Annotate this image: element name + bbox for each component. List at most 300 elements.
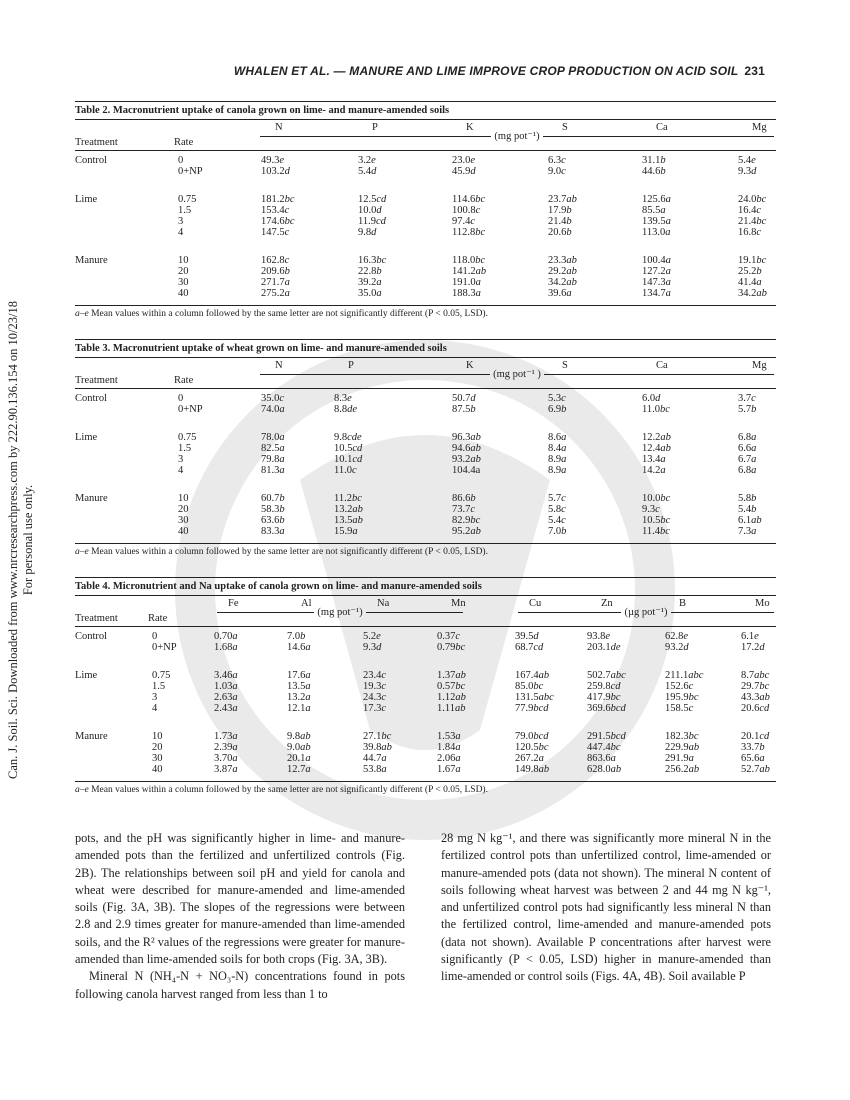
cell-number: 152.6 — [665, 681, 689, 692]
cell-value — [261, 515, 285, 526]
cell-number: 3.2 — [358, 155, 372, 166]
table-row — [75, 742, 776, 753]
header-mg: Mg — [752, 122, 767, 133]
cell-value — [437, 642, 465, 653]
cell-number: 77.9 — [515, 703, 534, 714]
cell-letter: c — [561, 515, 566, 526]
cell-value — [587, 692, 621, 703]
cell-value — [515, 764, 549, 775]
cell-number: 39.8 — [363, 742, 382, 753]
cell-number: 6.8 — [738, 432, 752, 443]
cell-number: 20.6 — [741, 703, 760, 714]
cell-number: 188.3 — [452, 288, 476, 299]
cell-letter: e — [605, 631, 611, 642]
rate-value: 0.75 — [152, 670, 171, 681]
cell-number: 29.7 — [741, 681, 760, 692]
header-n: N — [275, 122, 283, 133]
cell-letter: ab — [538, 764, 550, 775]
rate-value: 30 — [178, 515, 189, 526]
cell-value — [363, 764, 387, 775]
cell-letter: bc — [533, 681, 544, 692]
header-k: K — [466, 360, 474, 371]
cell-letter: a — [305, 703, 311, 714]
cell-letter: bc — [475, 194, 486, 205]
cell-letter: cd — [610, 681, 621, 692]
cell-letter: a — [665, 255, 671, 266]
table-row — [75, 515, 776, 526]
cell-letter: a — [688, 753, 694, 764]
cell-number: 256.2 — [665, 764, 689, 775]
cell-letter: a — [279, 432, 285, 443]
cell-number: 11.2 — [334, 493, 352, 504]
cell-letter: a — [660, 205, 666, 216]
cell-letter: ab — [751, 515, 762, 526]
cell-number: 118.0 — [452, 255, 476, 266]
rate-value: 0+NP — [178, 166, 203, 177]
cell-number: 9.3 — [738, 166, 752, 177]
cell-value — [214, 631, 238, 642]
rate-value: 20 — [178, 266, 189, 277]
cell-letter: b — [284, 266, 290, 277]
cell-letter: b — [376, 266, 382, 277]
cell-number: 39.6 — [548, 288, 567, 299]
body-text-left-column — [75, 830, 405, 1003]
cell-letter: a — [279, 404, 285, 415]
header-rate: Rate — [174, 375, 194, 386]
cell-value — [437, 692, 466, 703]
cell-letter: c — [381, 692, 387, 703]
cell-letter: c — [561, 393, 566, 404]
cell-letter: a — [381, 753, 387, 764]
cell-letter: ab — [470, 526, 481, 537]
cell-value — [738, 205, 761, 216]
unit-text: (µg pot⁻¹) — [624, 607, 668, 618]
cell-letter: ab — [470, 454, 481, 465]
cell-letter: bcd — [610, 731, 626, 742]
cell-letter: a — [455, 764, 461, 775]
cell-value — [437, 764, 461, 775]
table-row — [75, 670, 776, 681]
cell-letter: a — [665, 266, 671, 277]
cell-value — [738, 227, 761, 238]
header-mg: Mg — [752, 360, 767, 371]
cell-value — [261, 277, 290, 288]
cell-letter: a — [665, 277, 671, 288]
cell-value — [452, 205, 480, 216]
cell-value — [287, 753, 311, 764]
cell-value — [642, 393, 660, 404]
cell-letter: ab — [300, 742, 311, 753]
cell-number: 9.0 — [548, 166, 562, 177]
cell-number: 9.0 — [287, 742, 301, 753]
cell-number: 1.67 — [437, 764, 456, 775]
cell-value — [261, 526, 285, 537]
rate-value: 1.5 — [178, 205, 192, 216]
cell-letter: ab — [352, 515, 363, 526]
rate-value: 4 — [178, 465, 184, 476]
cell-value — [358, 205, 382, 216]
cell-value — [738, 216, 766, 227]
cell-letter: bc — [455, 681, 466, 692]
header-ca: Ca — [656, 360, 668, 371]
cell-number: 0.37 — [437, 631, 456, 642]
cell-letter: a — [665, 194, 671, 205]
unit-text: (mg pot⁻¹ ) — [493, 369, 541, 380]
cell-number: 103.2 — [261, 166, 285, 177]
cell-value — [358, 288, 382, 299]
table-row — [75, 731, 776, 742]
cell-number: 78.0 — [261, 432, 280, 443]
cell-number: 13.5 — [334, 515, 353, 526]
cell-number: 39.2 — [358, 277, 377, 288]
cell-number: 1.37 — [437, 670, 456, 681]
cell-number: 34.2 — [548, 277, 567, 288]
cell-number: 19.3 — [363, 681, 382, 692]
cell-value — [515, 670, 549, 681]
cell-value — [214, 764, 238, 775]
cell-value — [741, 631, 759, 642]
cell-letter: a — [566, 288, 572, 299]
table-row — [75, 155, 776, 166]
cell-number: 369.6 — [587, 703, 611, 714]
download-notice-line1: Can. J. Soil. Sci. Downloaded from www.nrcresearchpress.com by 222.90.136.154 on 10/23/18 — [6, 301, 20, 779]
cell-number: 100.8 — [452, 205, 476, 216]
cell-value — [452, 227, 485, 238]
cell-value — [214, 753, 238, 764]
cell-value — [587, 642, 621, 653]
unit-text: (mg pot⁻¹) — [317, 607, 363, 618]
cell-number: 14.2 — [642, 465, 661, 476]
cell-number: 68.7 — [515, 642, 534, 653]
paragraph: pots, and the pH was significantly higher in lime- and manure-amended pots than the fertilized and unfertilized controls (Fig. 2B). The relationships between soil pH and yield for canola and wheat were described for manure-amended and lime-amended soils (Fig. 3A, 3B). The slopes of the regressions were between 2.8 and 2.9 times greater for manure-amended than lime-amended soils, and the R² values of the regressions were greater for manure-amended than lime-amended soils for both crops (Fig. 3A, 3B). — [75, 831, 405, 967]
cell-value — [642, 205, 666, 216]
cell-value — [261, 266, 290, 277]
cell-number: 6.0 — [642, 393, 656, 404]
rate-value: 30 — [152, 753, 163, 764]
cell-value — [214, 692, 238, 703]
cell-letter: a — [561, 432, 567, 443]
cell-value — [452, 443, 481, 454]
cell-value — [642, 454, 666, 465]
cell-number: 53.8 — [363, 764, 382, 775]
cell-letter: ab — [381, 742, 392, 753]
cell-value — [548, 194, 577, 205]
cell-letter: bc — [660, 515, 671, 526]
cell-letter: ab — [566, 266, 577, 277]
cell-letter: b — [561, 526, 567, 537]
cell-number: 5.4 — [738, 504, 752, 515]
cell-letter: e — [754, 631, 759, 642]
cell-value — [452, 155, 475, 166]
table-row — [75, 753, 776, 764]
cell-value — [515, 692, 554, 703]
cell-value — [548, 155, 566, 166]
table-body — [75, 151, 776, 302]
cell-letter: a — [232, 731, 238, 742]
cell-value — [334, 493, 362, 504]
table-caption: Table 3. Macronutrient uptake of wheat grown on lime- and manure-amended soils — [75, 340, 776, 358]
cell-letter: ab — [300, 731, 311, 742]
cell-number: 191.0 — [452, 277, 476, 288]
cell-letter: a — [660, 454, 666, 465]
header-zn: Zn — [601, 598, 613, 609]
cell-value — [642, 277, 671, 288]
cell-number: 271.7 — [261, 277, 285, 288]
cell-number: 0.57 — [437, 681, 456, 692]
cell-letter: bc — [284, 216, 295, 227]
treatment-name: Manure — [75, 255, 108, 266]
cell-value — [587, 703, 626, 714]
cell-number: 10.5 — [642, 515, 661, 526]
cell-value — [437, 731, 461, 742]
cell-letter: a — [284, 277, 290, 288]
cell-value — [515, 753, 544, 764]
cell-value — [738, 277, 762, 288]
cell-letter: a — [279, 454, 285, 465]
cell-number: 7.0 — [548, 526, 562, 537]
cell-number: 8.9 — [548, 465, 562, 476]
cell-letter: b — [566, 205, 572, 216]
table-note: a–e Mean values within a column followed by the same letter are not significantly different (P < 0.05, LSD). — [75, 547, 488, 557]
cell-value — [261, 216, 295, 227]
cell-value — [358, 166, 376, 177]
rate-value: 40 — [178, 526, 189, 537]
cell-number: 113.0 — [642, 227, 666, 238]
cell-value — [587, 742, 621, 753]
cell-number: 7.0 — [287, 631, 301, 642]
cell-number: 3.70 — [214, 753, 233, 764]
cell-number: 17.9 — [548, 205, 567, 216]
cell-letter: c — [756, 227, 762, 238]
cell-value — [515, 642, 543, 653]
cell-letter: bc — [376, 255, 387, 266]
rate-value: 3 — [178, 216, 184, 227]
cell-number: 65.6 — [741, 753, 760, 764]
cell-value — [287, 681, 311, 692]
cell-value — [363, 703, 386, 714]
cell-number: 39.5 — [515, 631, 534, 642]
cell-letter: b — [660, 155, 666, 166]
cell-number: 104.4a — [452, 465, 481, 476]
cell-value — [548, 205, 572, 216]
cell-value — [452, 454, 481, 465]
cell-value — [738, 404, 756, 415]
cell-value — [358, 266, 382, 277]
table-4 — [75, 577, 776, 795]
cell-letter: a — [232, 670, 238, 681]
cell-value — [642, 526, 670, 537]
cell-value — [548, 493, 566, 504]
cell-number: 74.0 — [261, 404, 280, 415]
cell-letter: d — [533, 631, 539, 642]
cell-number: 7.3 — [738, 526, 752, 537]
cell-value — [738, 166, 756, 177]
cell-number: 628.0 — [587, 764, 611, 775]
cell-number: 8.8 — [334, 404, 348, 415]
header-treatment: Treatment — [75, 375, 118, 386]
cell-number: 6.7 — [738, 454, 752, 465]
cell-value — [452, 393, 476, 404]
cell-number: 10.0 — [642, 493, 661, 504]
cell-letter: b — [279, 504, 285, 515]
table-row — [75, 631, 776, 642]
cell-value — [738, 266, 762, 277]
cell-letter: cd — [759, 731, 770, 742]
header-p: P — [348, 360, 354, 371]
cell-number: 21.4 — [738, 216, 757, 227]
cell-value — [358, 194, 386, 205]
cell-letter: de — [610, 642, 621, 653]
cell-value — [665, 631, 688, 642]
cell-value — [363, 631, 381, 642]
cell-number: 15.9 — [334, 526, 353, 537]
cell-number: 35.0 — [261, 393, 280, 404]
cell-value — [738, 155, 756, 166]
cell-value — [665, 681, 693, 692]
cell-number: 3.7 — [738, 393, 752, 404]
cell-number: 417.9 — [587, 692, 611, 703]
cell-letter: d — [683, 642, 689, 653]
cell-number: 275.2 — [261, 288, 285, 299]
cell-value — [665, 692, 699, 703]
cell-number: 502.7 — [587, 670, 611, 681]
cell-value — [642, 465, 666, 476]
cell-letter: a — [232, 764, 238, 775]
cell-number: 147.3 — [642, 277, 666, 288]
header-s: S — [562, 360, 568, 371]
cell-value — [741, 764, 770, 775]
cell-number: 43.3 — [741, 692, 760, 703]
cell-letter: a — [381, 764, 387, 775]
cell-letter: d — [759, 642, 765, 653]
cell-number: 1.73 — [214, 731, 233, 742]
cell-value — [642, 443, 671, 454]
cell-value — [334, 515, 363, 526]
cell-value — [665, 731, 699, 742]
cell-number: 3.46 — [214, 670, 233, 681]
cell-value — [587, 753, 616, 764]
cell-number: 27.1 — [363, 731, 382, 742]
cell-number: 5.4 — [548, 515, 562, 526]
cell-number: 31.1 — [642, 155, 661, 166]
cell-number: 79.8 — [261, 454, 280, 465]
cell-value — [452, 266, 486, 277]
rate-value: 4 — [152, 703, 158, 714]
cell-number: 17.2 — [741, 642, 760, 653]
cell-number: 8.3 — [334, 393, 348, 404]
table-row — [75, 216, 776, 227]
cell-number: 23.0 — [452, 155, 471, 166]
cell-letter: abc — [538, 692, 554, 703]
rate-value: 20 — [178, 504, 189, 515]
unit-label — [260, 368, 774, 380]
cell-letter: b — [470, 404, 476, 415]
cell-value — [665, 642, 689, 653]
cell-number: 2.63 — [214, 692, 233, 703]
cell-number: 10.1 — [334, 454, 353, 465]
cell-number: 5.4 — [358, 166, 372, 177]
cell-value — [738, 194, 766, 205]
cell-value — [515, 681, 543, 692]
cell-letter: e — [347, 393, 352, 404]
cell-number: 9.3 — [363, 642, 377, 653]
cell-number: 127.2 — [642, 266, 666, 277]
cell-letter: c — [470, 216, 476, 227]
cell-value — [261, 404, 285, 415]
cell-number: 93.2 — [665, 642, 684, 653]
rate-value: 1.5 — [178, 443, 192, 454]
cell-letter: a — [455, 731, 461, 742]
cell-number: 1.84 — [437, 742, 456, 753]
cell-letter: c — [381, 670, 387, 681]
cell-number: 11.9 — [358, 216, 376, 227]
cell-number: 0.79 — [437, 642, 456, 653]
paragraph: Mineral N (NH₄-N + NO₃-N) concentrations found in pots following canola harvest ranged from less than 1 to — [75, 969, 405, 1001]
cell-letter: a — [751, 526, 757, 537]
table-row — [75, 526, 776, 537]
cell-value — [738, 493, 756, 504]
cell-letter: cd — [376, 194, 387, 205]
cell-value — [741, 642, 765, 653]
table-row — [75, 681, 776, 692]
cell-letter: a — [279, 443, 285, 454]
cell-value — [287, 764, 311, 775]
cell-value — [437, 631, 460, 642]
cell-letter: a — [475, 288, 481, 299]
cell-value — [741, 731, 769, 742]
cell-letter: ab — [756, 288, 767, 299]
table-row — [75, 454, 776, 465]
cell-value — [358, 255, 386, 266]
cell-number: 5.8 — [738, 493, 752, 504]
cell-letter: c — [655, 504, 660, 515]
cell-number: 93.8 — [587, 631, 606, 642]
cell-value — [548, 216, 572, 227]
cell-value — [261, 432, 285, 443]
cell-number: 97.4 — [452, 216, 471, 227]
rate-value: 30 — [178, 277, 189, 288]
rate-value: 0.75 — [178, 432, 197, 443]
cell-number: 11.4 — [642, 526, 660, 537]
cell-value — [261, 288, 290, 299]
table-row — [75, 703, 776, 714]
cell-letter: a — [751, 432, 757, 443]
cell-value — [261, 166, 290, 177]
cell-value — [437, 681, 465, 692]
cell-value — [642, 288, 671, 299]
cell-value — [452, 277, 481, 288]
cell-number: 447.4 — [587, 742, 611, 753]
cell-value — [515, 731, 549, 742]
cell-letter: ab — [455, 692, 466, 703]
cell-letter: a — [475, 277, 481, 288]
cell-value — [548, 166, 566, 177]
cell-value — [261, 443, 285, 454]
cell-value — [738, 515, 762, 526]
table-row — [75, 227, 776, 238]
cell-letter: bc — [475, 227, 486, 238]
cell-number: 85.0 — [515, 681, 534, 692]
treatment-name: Manure — [75, 731, 108, 742]
cell-value — [452, 216, 475, 227]
cell-value — [548, 515, 566, 526]
cell-letter: a — [751, 454, 757, 465]
cell-value — [261, 393, 284, 404]
cell-number: 79.0 — [515, 731, 534, 742]
cell-letter: bcd — [533, 703, 549, 714]
table-row — [75, 277, 776, 288]
cell-letter: a — [376, 277, 382, 288]
